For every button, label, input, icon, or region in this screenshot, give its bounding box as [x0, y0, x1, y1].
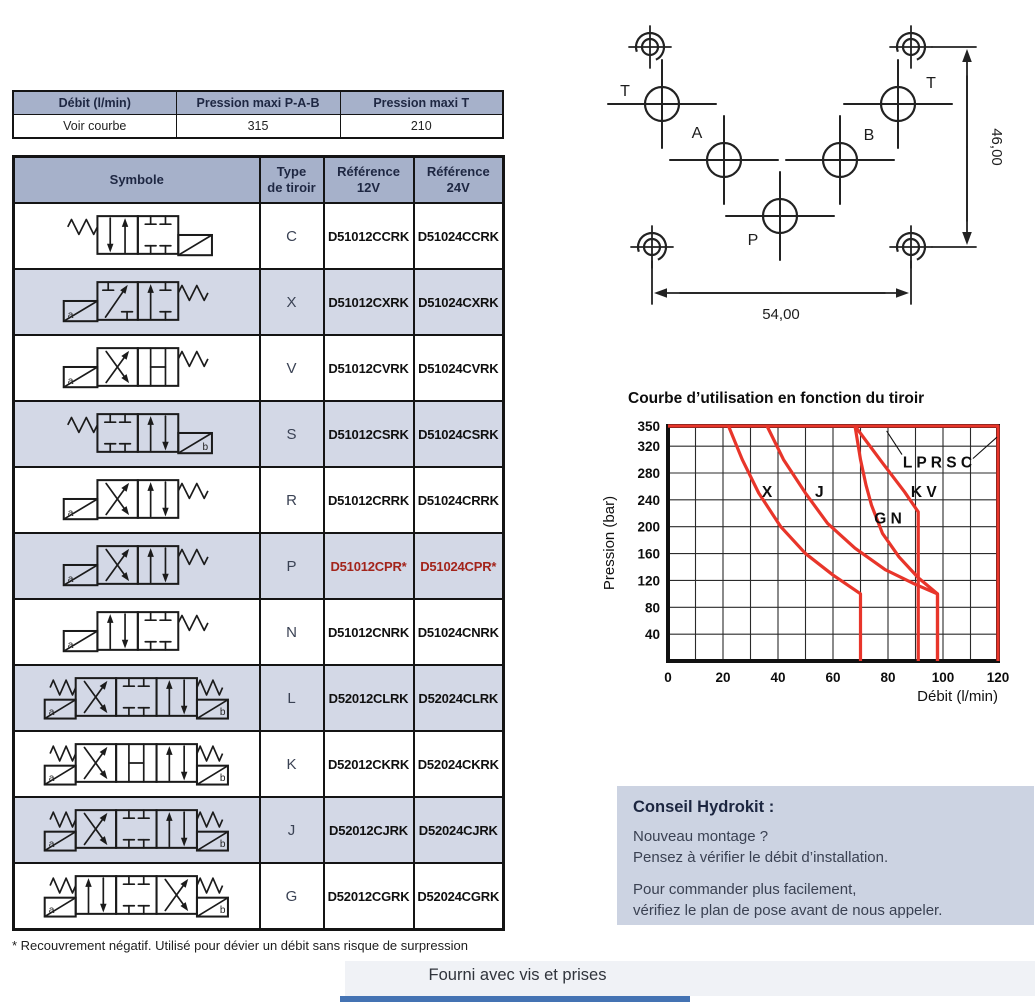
symbol-cell-L [14, 665, 260, 731]
y-tick-160: 160 [637, 546, 660, 562]
symbol-cell-X [14, 269, 260, 335]
table-row-X [14, 269, 504, 335]
table-row-K [14, 731, 504, 797]
ref-24v-cell: D51024CSRK [414, 401, 504, 467]
specs-value-row [13, 115, 503, 139]
reference-header-col-3: Référence 24V [414, 157, 504, 204]
ref-12v-cell: D51012CSRK [324, 401, 414, 467]
ref-12v-cell: D52012CJRK [324, 797, 414, 863]
y-tick-200: 200 [637, 519, 660, 535]
dimension-horizontal: 54,00 [762, 306, 800, 323]
type-cell: R [260, 467, 324, 533]
x-tick-20: 20 [715, 670, 731, 685]
advice-box [617, 786, 1034, 925]
ref-12v-cell: D51012CVRK [324, 335, 414, 401]
table-row-N [14, 599, 504, 665]
specs-header-pression-t: Pression maxi T [340, 91, 503, 115]
ref-12v-cell: D51012CRRK [324, 467, 414, 533]
ref-24v-cell: D51024CXRK [414, 269, 504, 335]
ref-24v-cell: D51024CNRK [414, 599, 504, 665]
specs-table [12, 90, 504, 139]
ref-24v-cell: D51024CRRK [414, 467, 504, 533]
port-position-diagram [600, 16, 1035, 346]
chart-title: Courbe d’utilisation en fonction du tiroir [628, 390, 925, 407]
ref-12v-cell: D51012CXRK [324, 269, 414, 335]
ref-12v-cell: D52012CGRK [324, 863, 414, 930]
reference-header-col-1: Type de tiroir [260, 157, 324, 204]
svg-text:a: a [48, 707, 55, 719]
svg-text:a: a [68, 375, 74, 387]
x-tick-0: 0 [664, 670, 672, 685]
svg-text:b: b [219, 839, 226, 851]
ref-24v-cell: D52024CGRK [414, 863, 504, 930]
reference-header-col-2: Référence 12V [324, 157, 414, 204]
y-tick-350: 350 [637, 419, 660, 434]
ref-24v-cell: D52024CLRK [414, 665, 504, 731]
chart-ylabel: Pression (bar) [601, 495, 618, 591]
table-row-G [14, 863, 504, 930]
valve-symbol-G [18, 864, 256, 928]
reference-header-col-0: Symbole [14, 157, 260, 204]
symbol-cell-C [14, 203, 260, 269]
svg-text:b: b [219, 905, 226, 917]
type-cell: P [260, 533, 324, 599]
type-cell: G [260, 863, 324, 930]
type-cell: L [260, 665, 324, 731]
y-tick-240: 240 [637, 492, 660, 508]
y-tick-320: 320 [637, 439, 660, 455]
bottom-accent-bar [340, 996, 690, 1002]
valve-symbol-L [18, 666, 256, 730]
specs-header-pression-pab: Pression maxi P-A-B [176, 91, 340, 115]
svg-text:a: a [68, 309, 74, 321]
type-cell: J [260, 797, 324, 863]
svg-text:b: b [202, 441, 209, 453]
svg-text:a: a [48, 905, 55, 917]
table-row-P [14, 533, 504, 599]
ref-24v-cell: D51024CPR* [414, 533, 504, 599]
port-label-B: B [863, 127, 875, 144]
advice-body [633, 827, 1018, 922]
y-tick-80: 80 [644, 600, 660, 616]
type-cell: N [260, 599, 324, 665]
valve-symbol-N [34, 600, 239, 664]
table-row-J [14, 797, 504, 863]
port-label-A: A [691, 125, 703, 142]
table-row-L [14, 665, 504, 731]
type-cell: S [260, 401, 324, 467]
y-tick-280: 280 [637, 466, 660, 481]
ref-24v-cell: D51024CCRK [414, 203, 504, 269]
ref-12v-cell: D51012CPR* [324, 533, 414, 599]
specs-value-pression-t: 210 [340, 115, 503, 139]
symbol-cell-S [14, 401, 260, 467]
chart-xlabel: Débit (l/min) [917, 688, 998, 705]
table-row-V [14, 335, 504, 401]
dimension-vertical: 46,00 [988, 128, 1005, 166]
curve-label-GN: G N [874, 510, 902, 528]
pressure-flow-chart [600, 383, 1035, 718]
valve-symbol-S [34, 402, 239, 466]
port-label-T: T [926, 75, 936, 92]
type-cell: C [260, 203, 324, 269]
svg-text:a: a [68, 639, 74, 651]
bottom-note: Fourni avec vis et prises [428, 966, 607, 984]
symbol-cell-V [14, 335, 260, 401]
ref-12v-cell: D51012CNRK [324, 599, 414, 665]
svg-text:a: a [68, 573, 74, 585]
symbol-cell-J [14, 797, 260, 863]
curve-label-LPRSC: L P R S C [902, 454, 973, 472]
reference-header-row [14, 157, 504, 204]
ref-24v-cell: D52024CKRK [414, 731, 504, 797]
x-tick-120: 120 [986, 670, 1010, 685]
y-tick-40: 40 [644, 627, 660, 643]
specs-value-debit: Voir courbe [13, 115, 176, 139]
valve-symbol-J [18, 798, 256, 862]
curve-label-X: X [761, 483, 773, 501]
type-cell: X [260, 269, 324, 335]
curve-label-J: J [814, 483, 824, 501]
ref-24v-cell: D51024CVRK [414, 335, 504, 401]
type-cell: K [260, 731, 324, 797]
valve-symbol-C [34, 204, 239, 268]
specs-header-debit: Débit (l/min) [13, 91, 176, 115]
valve-symbol-X [34, 270, 239, 334]
x-tick-60: 60 [825, 670, 841, 685]
type-cell: V [260, 335, 324, 401]
svg-text:b: b [219, 773, 226, 785]
reference-table-header [14, 157, 504, 204]
table-row-R [14, 467, 504, 533]
symbol-cell-K [14, 731, 260, 797]
valve-symbol-V [34, 336, 239, 400]
ref-12v-cell: D51012CCRK [324, 203, 414, 269]
y-tick-120: 120 [637, 573, 660, 589]
curve-X [729, 426, 861, 661]
advice-title: Conseil Hydrokit : [633, 798, 775, 816]
ref-24v-cell: D52024CJRK [414, 797, 504, 863]
svg-text:a: a [48, 773, 55, 785]
reference-table-body [14, 203, 504, 930]
ref-12v-cell: D52012CLRK [324, 665, 414, 731]
port-label-T: T [620, 83, 630, 100]
symbol-cell-R [14, 467, 260, 533]
valve-symbol-K [18, 732, 256, 796]
specs-value-pression-pab: 315 [176, 115, 340, 139]
valve-symbol-R [34, 468, 239, 532]
svg-text:a: a [68, 507, 74, 519]
ref-12v-cell: D52012CKRK [324, 731, 414, 797]
footnote: * Recouvrement négatif. Utilisé pour dévier un débit sans risque de surpression [12, 938, 468, 953]
reference-table [12, 155, 505, 931]
valve-symbol-P [34, 534, 239, 598]
svg-text:b: b [219, 707, 226, 719]
table-row-C [14, 203, 504, 269]
curve-label-KV: K V [910, 483, 937, 501]
port-label-P: P [747, 232, 759, 249]
table-row-S [14, 401, 504, 467]
svg-text:a: a [48, 839, 55, 851]
x-tick-80: 80 [880, 670, 896, 685]
x-tick-100: 100 [931, 670, 955, 685]
symbol-cell-P [14, 533, 260, 599]
x-tick-40: 40 [770, 670, 786, 685]
advice-paragraph-1: Nouveau montage ? Pensez à vérifier le débit d’installation. [633, 828, 889, 866]
symbol-cell-G [14, 863, 260, 930]
advice-paragraph-2: Pour commander plus facilement, vérifiez le plan de pose avant de nous appeler. [633, 881, 943, 920]
specs-header-row [13, 91, 503, 115]
symbol-cell-N [14, 599, 260, 665]
